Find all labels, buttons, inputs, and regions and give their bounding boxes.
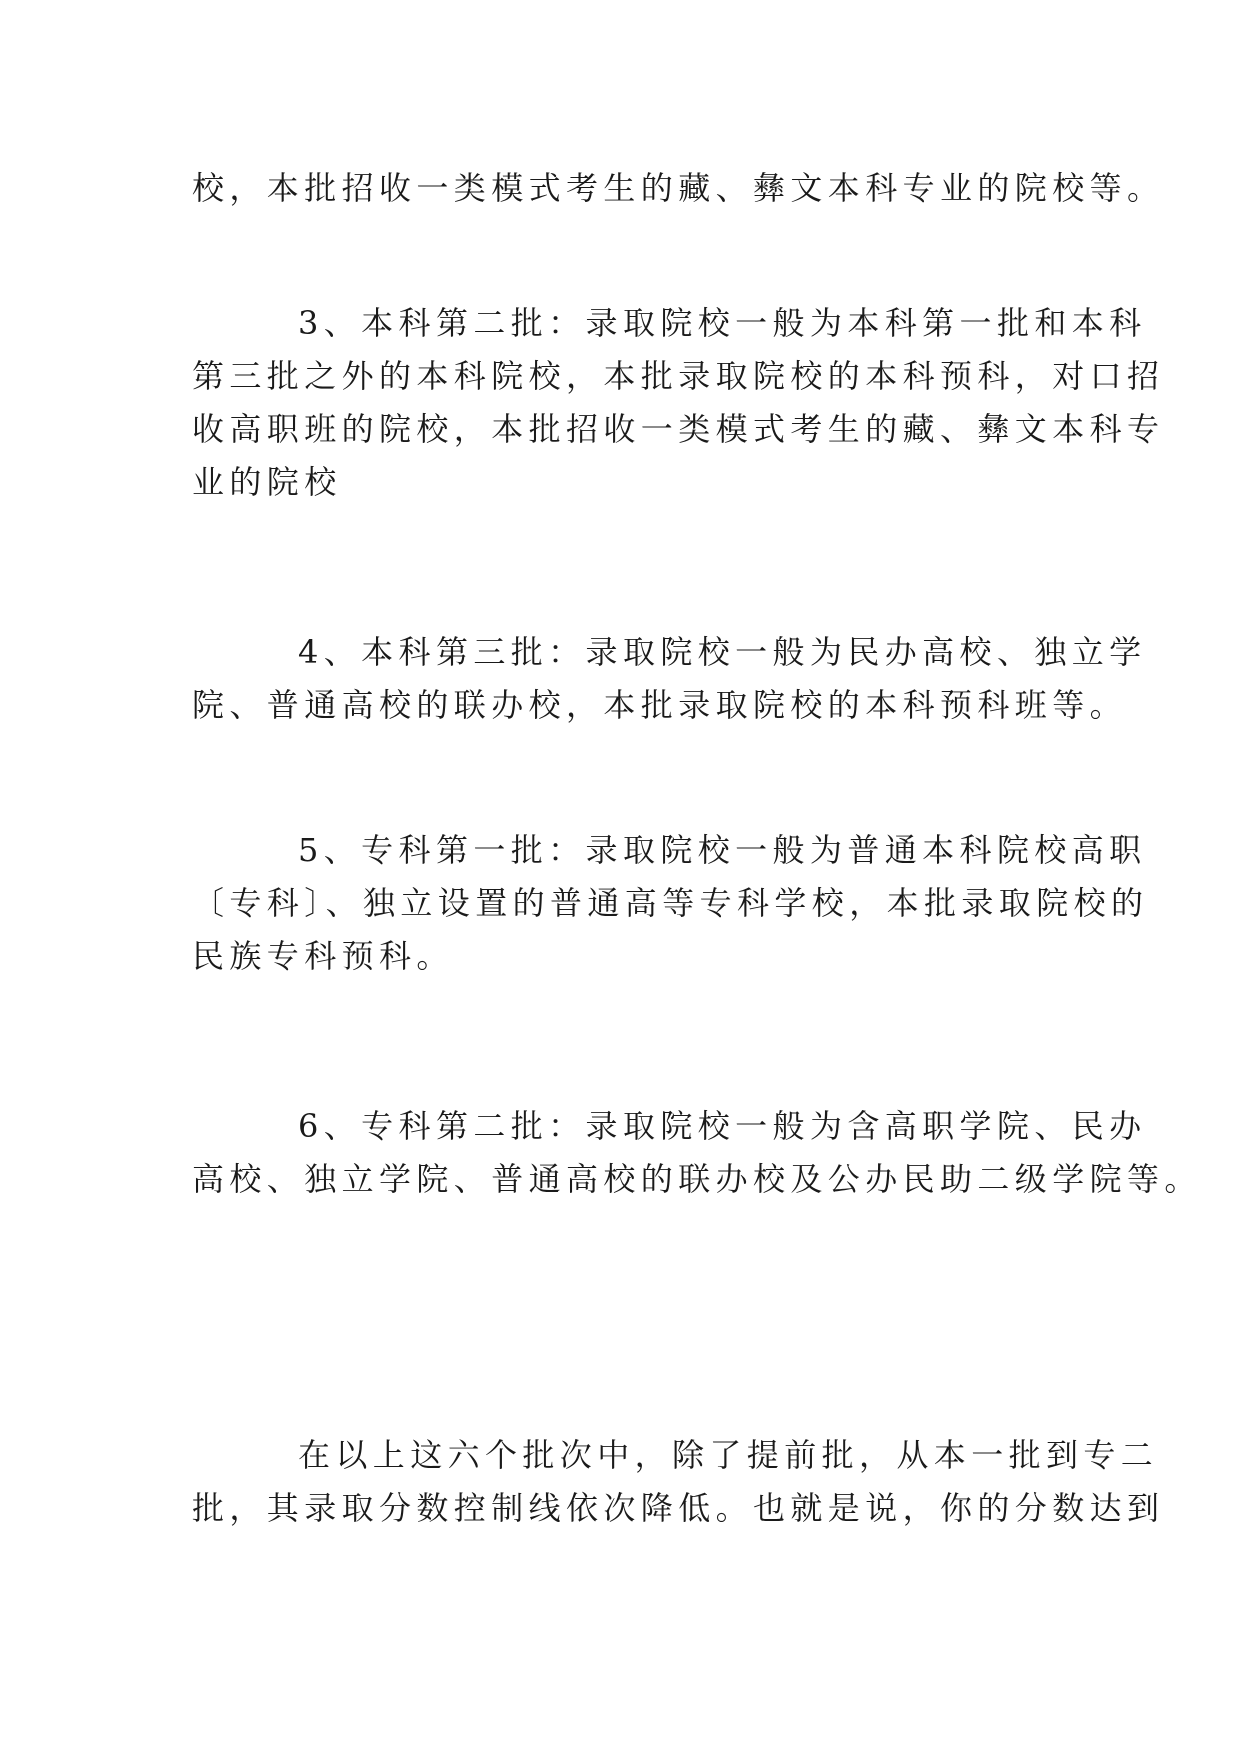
- paragraph-line: 院、普通高校的联办校，本批录取院校的本科预科班等。: [192, 686, 1128, 724]
- paragraph-line: 〔专科〕、独立设置的普通高等专科学校，本批录取院校的: [192, 884, 1149, 922]
- paragraph-line: 6、专科第二批：录取院校一般为含高职学院、民办: [298, 1107, 1147, 1145]
- paragraph-line: 高校、独立学院、普通高校的联办校及公办民助二级学院等。: [192, 1160, 1202, 1198]
- paragraph-line: 4、本科第三批：录取院校一般为民办高校、独立学: [298, 633, 1147, 671]
- paragraph-line: 收高职班的院校，本批招收一类模式考生的藏、彝文本科专: [192, 410, 1165, 448]
- paragraph-line: 批，其录取分数控制线依次降低。也就是说，你的分数达到: [192, 1489, 1165, 1527]
- paragraph-line: 5、专科第一批：录取院校一般为普通本科院校高职: [298, 831, 1147, 869]
- paragraph-line: 业的院校: [192, 463, 342, 501]
- paragraph-line: 3、本科第二批：录取院校一般为本科第一批和本科: [298, 304, 1147, 342]
- paragraph-line: 校，本批招收一类模式考生的藏、彝文本科专业的院校等。: [192, 169, 1165, 207]
- paragraph-line: 在以上这六个批次中，除了提前批，从本一批到专二: [298, 1436, 1159, 1474]
- paragraph-line: 第三批之外的本科院校，本批录取院校的本科预科，对口招: [192, 357, 1165, 395]
- paragraph-line: 民族专科预科。: [192, 937, 454, 975]
